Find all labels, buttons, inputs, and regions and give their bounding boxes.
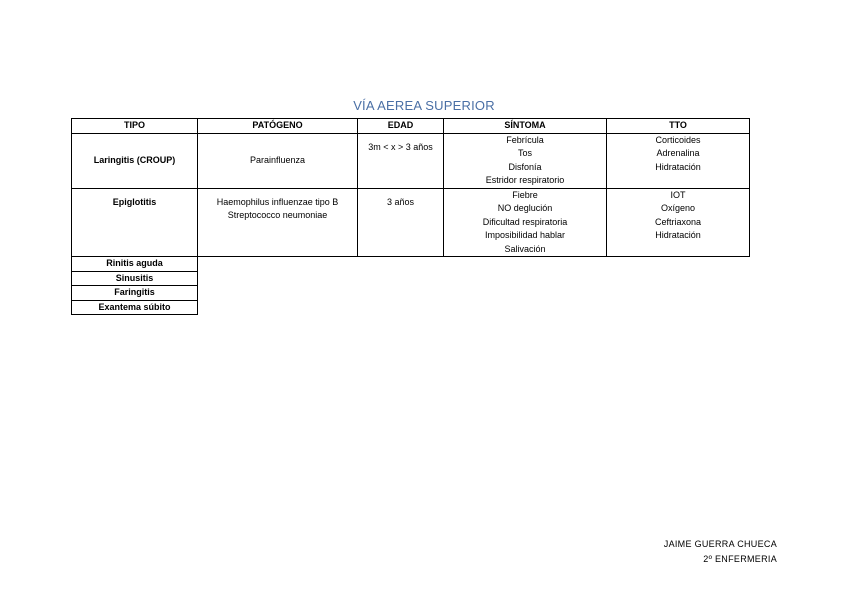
patogeno-line: Streptococco neumoniae [227, 210, 328, 220]
course-label: 2º ENFERMERIA [703, 554, 777, 564]
tto-line: Ceftriaxona [654, 216, 702, 227]
tto-line: Hidratación [655, 230, 701, 240]
table-row [72, 188, 750, 257]
tto-line: Hidratación [655, 161, 701, 172]
tto-line: Corticoides [655, 134, 701, 145]
tto-line: Oxígeno [660, 203, 696, 213]
tto-cell [607, 133, 750, 188]
header-tto: TTO [607, 119, 750, 134]
header-sintoma: SÍNTOMA [444, 119, 607, 134]
sintoma-line: NO deglución [497, 203, 553, 213]
header-tipo: TIPO [72, 119, 198, 134]
tipo-cell: Laringitis (CROUP) [72, 133, 198, 188]
table-row-empty [72, 300, 750, 315]
sintoma-line: Febrícula [506, 134, 544, 145]
sintoma-line: Salivación [504, 243, 546, 254]
tipo-cell: Exantema súbito [72, 300, 198, 315]
patogeno-cell [198, 188, 358, 257]
edad-cell [358, 188, 444, 257]
patogeno-cell [198, 133, 358, 188]
author-name: JAIME GUERRA CHUECA [663, 539, 777, 549]
disease-table [71, 118, 750, 315]
patogeno-line: Haemophilus influenzae tipo B [216, 196, 339, 207]
tto-cell [607, 188, 750, 257]
table-row [72, 133, 750, 188]
header-edad: EDAD [358, 119, 444, 134]
tto-line: Adrenalina [656, 148, 700, 158]
edad-cell [358, 133, 444, 188]
table-row-empty [72, 257, 750, 272]
patogeno-line: Parainfluenza [249, 154, 306, 165]
tipo-cell: Sinusitis [72, 271, 198, 286]
header-patogeno: PATÓGENO [198, 119, 358, 134]
sintoma-cell [444, 133, 607, 188]
tipo-cell: Faringitis [72, 286, 198, 301]
sintoma-line: Imposibilidad hablar [484, 230, 566, 240]
tto-line: IOT [670, 189, 686, 200]
table-header-row [72, 119, 750, 134]
tipo-line: Epiglotitis [112, 196, 157, 207]
sintoma-line: Estridor respiratorio [485, 175, 565, 185]
table-row-empty [72, 271, 750, 286]
sintoma-line: Dificultad respiratoria [482, 216, 568, 227]
sintoma-cell [444, 188, 607, 257]
footer [664, 537, 777, 567]
sintoma-line: Disfonía [508, 161, 542, 172]
edad-line: 3m < x > 3 años [368, 141, 433, 152]
edad-line: 3 años [386, 196, 415, 207]
sintoma-line: Tos [517, 148, 532, 158]
sintoma-line: Fiebre [512, 189, 538, 200]
tipo-cell [72, 188, 198, 257]
tipo-cell: Rinitis aguda [72, 257, 198, 272]
table-row-empty [72, 286, 750, 301]
page-title: VÍA AEREA SUPERIOR [353, 98, 495, 113]
